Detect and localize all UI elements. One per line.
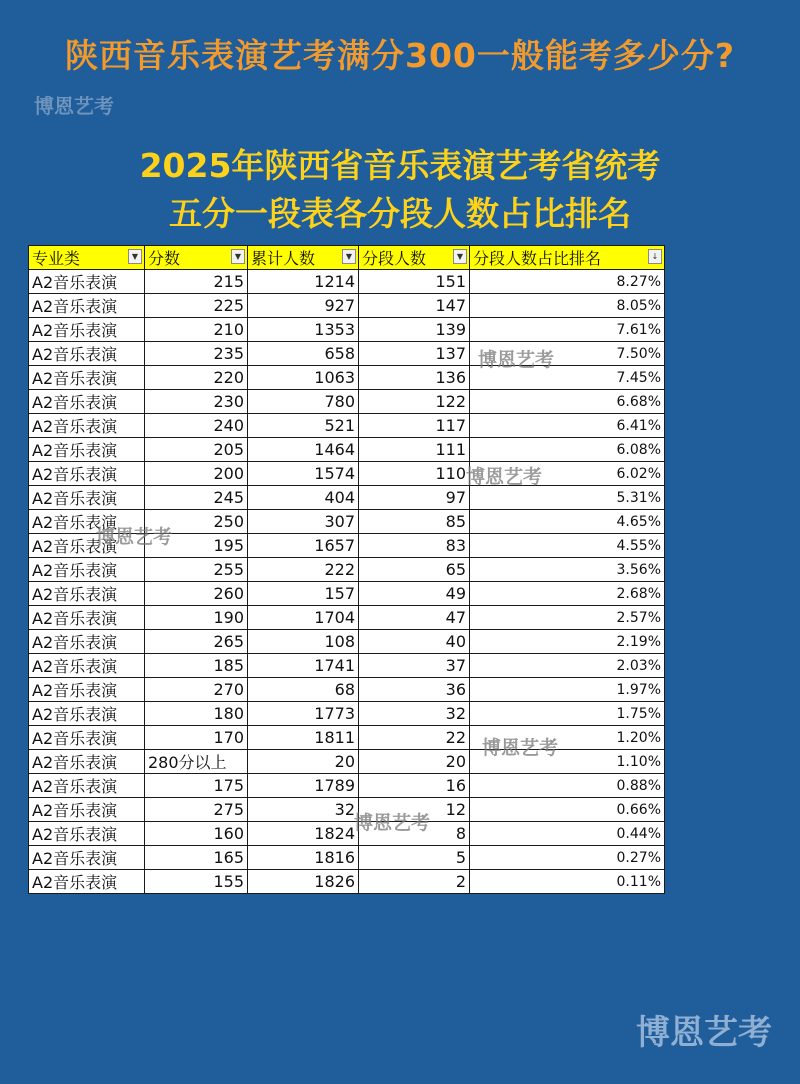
subtitle-line-1: 2025年陕西省音乐表演艺考省统考 xyxy=(139,146,661,185)
cell-segment-ratio: 1.75% xyxy=(470,702,665,726)
cell-score: 190 xyxy=(145,606,248,630)
cell-segment-ratio: 0.44% xyxy=(470,822,665,846)
table-header-row xyxy=(29,246,665,270)
cell-segment-ratio: 8.27% xyxy=(470,270,665,294)
table-row xyxy=(29,534,665,558)
header-cumulative xyxy=(248,246,359,270)
table-row xyxy=(29,846,665,870)
table-row xyxy=(29,438,665,462)
table-row xyxy=(29,750,665,774)
cell-segment-count: 97 xyxy=(359,486,470,510)
cell-cumulative: 1657 xyxy=(248,534,359,558)
cell-segment-count: 36 xyxy=(359,678,470,702)
cell-segment-ratio: 2.19% xyxy=(470,630,665,654)
cell-major: A2音乐表演 xyxy=(29,654,145,678)
cell-major: A2音乐表演 xyxy=(29,870,145,894)
cell-score: 260 xyxy=(145,582,248,606)
cell-segment-ratio: 5.31% xyxy=(470,486,665,510)
cell-major: A2音乐表演 xyxy=(29,270,145,294)
cell-cumulative: 307 xyxy=(248,510,359,534)
cell-cumulative: 927 xyxy=(248,294,359,318)
table-row xyxy=(29,630,665,654)
cell-cumulative: 404 xyxy=(248,486,359,510)
cell-cumulative: 658 xyxy=(248,342,359,366)
cell-segment-ratio: 6.08% xyxy=(470,438,665,462)
filter-dropdown-icon[interactable]: ▼ xyxy=(128,249,142,264)
cell-segment-count: 37 xyxy=(359,654,470,678)
cell-score: 280分以上 xyxy=(145,750,248,774)
cell-segment-ratio: 4.65% xyxy=(470,510,665,534)
cell-cumulative: 780 xyxy=(248,390,359,414)
cell-cumulative: 108 xyxy=(248,630,359,654)
cell-major: A2音乐表演 xyxy=(29,366,145,390)
cell-score: 240 xyxy=(145,414,248,438)
cell-segment-count: 85 xyxy=(359,510,470,534)
cell-segment-count: 110 xyxy=(359,462,470,486)
table-row xyxy=(29,270,665,294)
cell-major: A2音乐表演 xyxy=(29,846,145,870)
cell-score: 165 xyxy=(145,846,248,870)
cell-cumulative: 1789 xyxy=(248,774,359,798)
cell-score: 160 xyxy=(145,822,248,846)
cell-cumulative: 1704 xyxy=(248,606,359,630)
cell-major: A2音乐表演 xyxy=(29,486,145,510)
cell-cumulative: 1063 xyxy=(248,366,359,390)
cell-score: 265 xyxy=(145,630,248,654)
table-row xyxy=(29,726,665,750)
cell-major: A2音乐表演 xyxy=(29,438,145,462)
cell-segment-ratio: 1.20% xyxy=(470,726,665,750)
cell-major: A2音乐表演 xyxy=(29,510,145,534)
cell-segment-count: 22 xyxy=(359,726,470,750)
cell-cumulative: 1214 xyxy=(248,270,359,294)
watermark: 博恩艺考 xyxy=(478,349,555,371)
table-row xyxy=(29,510,665,534)
table-row xyxy=(29,678,665,702)
cell-segment-ratio: 1.10% xyxy=(470,750,665,774)
cell-major: A2音乐表演 xyxy=(29,462,145,486)
cell-segment-count: 49 xyxy=(359,582,470,606)
cell-score: 195 xyxy=(145,534,248,558)
cell-major: A2音乐表演 xyxy=(29,798,145,822)
cell-score: 205 xyxy=(145,438,248,462)
cell-cumulative: 1816 xyxy=(248,846,359,870)
table-row xyxy=(29,774,665,798)
cell-score: 245 xyxy=(145,486,248,510)
table-row xyxy=(29,342,665,366)
cell-segment-count: 65 xyxy=(359,558,470,582)
cell-major: A2音乐表演 xyxy=(29,558,145,582)
table-body xyxy=(29,270,665,894)
cell-segment-count: 20 xyxy=(359,750,470,774)
cell-segment-ratio: 2.68% xyxy=(470,582,665,606)
cell-segment-ratio: 1.97% xyxy=(470,678,665,702)
cell-segment-count: 151 xyxy=(359,270,470,294)
cell-cumulative: 1353 xyxy=(248,318,359,342)
cell-score: 185 xyxy=(145,654,248,678)
cell-major: A2音乐表演 xyxy=(29,822,145,846)
filter-dropdown-icon[interactable]: ▼ xyxy=(453,249,467,264)
cell-score: 230 xyxy=(145,390,248,414)
cell-segment-count: 111 xyxy=(359,438,470,462)
cell-segment-count: 47 xyxy=(359,606,470,630)
table-row xyxy=(29,654,665,678)
cell-segment-count: 117 xyxy=(359,414,470,438)
table-row xyxy=(29,582,665,606)
cell-score: 200 xyxy=(145,462,248,486)
score-table xyxy=(28,245,665,894)
cell-score: 270 xyxy=(145,678,248,702)
table-row xyxy=(29,606,665,630)
cell-segment-count: 5 xyxy=(359,846,470,870)
cell-score: 180 xyxy=(145,702,248,726)
score-table-container xyxy=(28,245,664,894)
header-label: 分数 xyxy=(148,249,181,268)
cell-major: A2音乐表演 xyxy=(29,414,145,438)
cell-segment-ratio: 8.05% xyxy=(470,294,665,318)
table-row xyxy=(29,798,665,822)
header-label: 累计人数 xyxy=(251,249,316,268)
cell-segment-ratio: 6.02% xyxy=(470,462,665,486)
cell-major: A2音乐表演 xyxy=(29,750,145,774)
cell-major: A2音乐表演 xyxy=(29,342,145,366)
cell-score: 220 xyxy=(145,366,248,390)
cell-major: A2音乐表演 xyxy=(29,294,145,318)
watermark: 博恩艺考 xyxy=(466,466,543,488)
cell-segment-ratio: 0.27% xyxy=(470,846,665,870)
cell-major: A2音乐表演 xyxy=(29,318,145,342)
header-label: 专业类 xyxy=(32,249,81,268)
cell-score: 255 xyxy=(145,558,248,582)
cell-score: 235 xyxy=(145,342,248,366)
cell-segment-count: 122 xyxy=(359,390,470,414)
table-row xyxy=(29,486,665,510)
cell-segment-count: 83 xyxy=(359,534,470,558)
cell-segment-ratio: 6.41% xyxy=(470,414,665,438)
cell-score: 155 xyxy=(145,870,248,894)
cell-cumulative: 521 xyxy=(248,414,359,438)
cell-score: 225 xyxy=(145,294,248,318)
cell-segment-ratio: 3.56% xyxy=(470,558,665,582)
cell-major: A2音乐表演 xyxy=(29,630,145,654)
cell-major: A2音乐表演 xyxy=(29,678,145,702)
cell-cumulative: 157 xyxy=(248,582,359,606)
cell-segment-count: 2 xyxy=(359,870,470,894)
cell-score: 250 xyxy=(145,510,248,534)
cell-segment-ratio: 7.50% xyxy=(470,342,665,366)
table-row xyxy=(29,366,665,390)
cell-cumulative: 1826 xyxy=(248,870,359,894)
table-row xyxy=(29,318,665,342)
subtitle-line-2: 五分一段表各分段人数占比排名 xyxy=(169,194,631,233)
cell-cumulative: 68 xyxy=(248,678,359,702)
cell-segment-count: 12 xyxy=(359,798,470,822)
brand-label: 博恩艺考 xyxy=(34,94,114,118)
cell-segment-count: 137 xyxy=(359,342,470,366)
header-label: 分段人数 xyxy=(362,249,427,268)
table-row xyxy=(29,870,665,894)
cell-cumulative: 1773 xyxy=(248,702,359,726)
cell-major: A2音乐表演 xyxy=(29,534,145,558)
table-row xyxy=(29,822,665,846)
cell-major: A2音乐表演 xyxy=(29,774,145,798)
cell-cumulative: 20 xyxy=(248,750,359,774)
table-row xyxy=(29,462,665,486)
cell-segment-ratio: 0.66% xyxy=(470,798,665,822)
cell-segment-count: 32 xyxy=(359,702,470,726)
cell-cumulative: 1574 xyxy=(248,462,359,486)
cell-score: 210 xyxy=(145,318,248,342)
table-row xyxy=(29,558,665,582)
cell-cumulative: 1811 xyxy=(248,726,359,750)
cell-segment-count: 16 xyxy=(359,774,470,798)
cell-segment-ratio: 2.57% xyxy=(470,606,665,630)
cell-segment-ratio: 0.88% xyxy=(470,774,665,798)
table-row xyxy=(29,294,665,318)
cell-major: A2音乐表演 xyxy=(29,582,145,606)
watermark: 博恩艺考 xyxy=(354,812,431,834)
cell-major: A2音乐表演 xyxy=(29,390,145,414)
watermark-large: 博恩艺考 xyxy=(636,1013,772,1053)
table-row xyxy=(29,414,665,438)
table-row xyxy=(29,702,665,726)
filter-dropdown-icon[interactable]: ▼ xyxy=(231,249,245,264)
cell-segment-count: 147 xyxy=(359,294,470,318)
header-segment-ratio xyxy=(470,246,665,270)
cell-segment-count: 139 xyxy=(359,318,470,342)
cell-score: 215 xyxy=(145,270,248,294)
cell-cumulative: 222 xyxy=(248,558,359,582)
cell-score: 175 xyxy=(145,774,248,798)
watermark: 博恩艺考 xyxy=(96,526,173,548)
cell-cumulative: 1824 xyxy=(248,822,359,846)
cell-segment-ratio: 7.61% xyxy=(470,318,665,342)
cell-segment-ratio: 2.03% xyxy=(470,654,665,678)
cell-segment-ratio: 4.55% xyxy=(470,534,665,558)
table-row xyxy=(29,390,665,414)
cell-segment-count: 40 xyxy=(359,630,470,654)
watermark: 博恩艺考 xyxy=(482,737,559,759)
cell-cumulative: 32 xyxy=(248,798,359,822)
cell-cumulative: 1741 xyxy=(248,654,359,678)
cell-segment-ratio: 6.68% xyxy=(470,390,665,414)
cell-major: A2音乐表演 xyxy=(29,726,145,750)
cell-segment-count: 136 xyxy=(359,366,470,390)
headline: 陕西音乐表演艺考满分300一般能考多少分? xyxy=(64,36,736,75)
sort-descending-icon[interactable]: ↓ xyxy=(648,249,662,264)
cell-major: A2音乐表演 xyxy=(29,606,145,630)
cell-segment-ratio: 0.11% xyxy=(470,870,665,894)
header-segment-count xyxy=(359,246,470,270)
cell-segment-count: 8 xyxy=(359,822,470,846)
cell-segment-ratio: 7.45% xyxy=(470,366,665,390)
cell-cumulative: 1464 xyxy=(248,438,359,462)
header-label: 分段人数占比排名 xyxy=(473,249,602,268)
filter-dropdown-icon[interactable]: ▼ xyxy=(342,249,356,264)
header-score xyxy=(145,246,248,270)
header-major xyxy=(29,246,145,270)
cell-score: 275 xyxy=(145,798,248,822)
cell-score: 170 xyxy=(145,726,248,750)
cell-major: A2音乐表演 xyxy=(29,702,145,726)
